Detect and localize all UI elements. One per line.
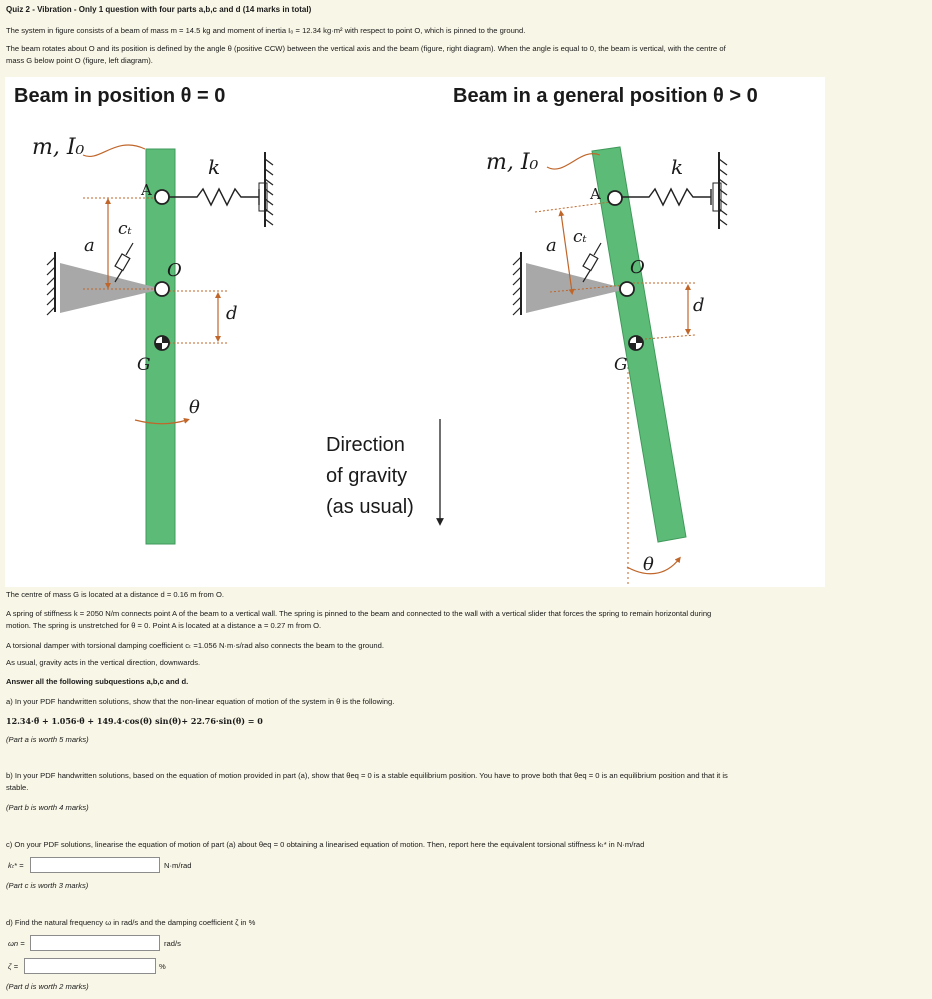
question-d-text: d) Find the natural frequency ω in rad/s and the damping coefficient ζ in % [6, 918, 256, 927]
right-damper [583, 243, 601, 282]
damper-text: A torsional damper with torsional damping coefficient cₜ =1.056 N·m·s/rad also connects the beam to the ground. [6, 641, 384, 650]
left-point-o [155, 282, 169, 296]
question-c-text: c) On your PDF solutions, linearise the equation of motion of part (a) about θeq = 0 obtaining a linearised equation of motion. Then, report here the equivalent torsional stiffness kₜ* in N·m/rad [6, 840, 645, 849]
right-point-o [620, 282, 634, 296]
right-o-label: O [630, 257, 645, 278]
left-damper [115, 243, 133, 282]
right-damper-label: cₜ [573, 227, 587, 247]
left-diagram [47, 145, 273, 544]
right-dist-a-label: a [546, 235, 557, 256]
left-o-label: O [167, 260, 182, 281]
kt-answer-input[interactable] [30, 857, 160, 873]
left-point-a [155, 190, 169, 204]
centre-of-mass-text: The centre of mass G is located at a distance d = 0.16 m from O. [6, 590, 224, 599]
left-d-label: d [226, 303, 238, 324]
right-spring [622, 189, 711, 205]
gravity-line-3: (as usual) [326, 496, 414, 518]
question-b-text: b) In your PDF handwritten solutions, based on the equation of motion provided in part (a), show that θeq = 0 is a stable equilibrium position. You have to prove both that θeq = 0 is an equilibrium position and that it is [6, 771, 728, 780]
right-mass-label: m, I₀ [486, 150, 539, 175]
spring-text: A spring of stiffness k = 2050 N/m connects point A of the beam to a vertical wall. The spring is pinned to the beam and connected to the wall with a vertical slider that forces the spring to remain horizontal during [6, 609, 712, 618]
right-theta-label: θ [643, 554, 654, 575]
question-a-text: a) In your PDF handwritten solutions, show that the non-linear equation of motion of the system in θ is the following. [6, 697, 395, 706]
intro-line-2: The beam rotates about O and its position is defined by the angle θ (positive CCW) between the vertical axis and the beam (figure, right diagram). When the angle is equal to 0, the beam is vertical, with the centre of [6, 44, 726, 53]
right-diagram-title: Beam in a general position θ > 0 [453, 85, 758, 107]
left-spring [167, 189, 259, 205]
right-point-a [608, 191, 622, 205]
beam-diagram [5, 77, 825, 587]
part-d-marks: (Part d is worth 2 marks) [6, 982, 89, 991]
gravity-label [326, 430, 414, 523]
beam-figure [5, 77, 825, 587]
part-c-marks: (Part c is worth 3 marks) [6, 881, 89, 890]
left-theta-label: θ [189, 397, 200, 418]
left-mass-label: m, I₀ [32, 135, 85, 160]
spring-text-2: motion. The spring is unstretched for θ = 0. Point A is located at a distance a = 0.27 m from O. [6, 621, 322, 630]
right-a-label: A [590, 185, 601, 203]
part-a-marks: (Part a is worth 5 marks) [6, 735, 89, 744]
omega-label: ωn = [8, 939, 25, 948]
left-point-g [155, 336, 169, 350]
omega-answer-input[interactable] [30, 935, 160, 951]
question-b-text-2: stable. [6, 783, 29, 792]
left-diagram-title: Beam in position θ = 0 [14, 85, 226, 107]
left-g-label: G [137, 355, 151, 375]
right-spring-label: k [671, 155, 684, 179]
part-b-marks: (Part b is worth 4 marks) [6, 803, 89, 812]
left-a-label: A [141, 181, 152, 199]
right-d-label: d [693, 295, 705, 316]
quiz-title: Quiz 2 - Vibration - Only 1 question with four parts a,b,c and d (14 marks in total) [6, 5, 312, 14]
zeta-answer-input[interactable] [24, 958, 156, 974]
right-g-label: G [614, 355, 628, 375]
right-point-g [629, 336, 643, 350]
kt-label: kₜ* = [8, 861, 24, 870]
kt-unit: N·m/rad [164, 861, 192, 870]
intro-line-1: The system in figure consists of a beam of mass m = 14.5 kg and moment of inertia I₀ = 12.34 kg·m² with respect to point O, which is pinned to the ground. [6, 26, 526, 35]
left-spring-label: k [208, 155, 221, 179]
gravity-text: As usual, gravity acts in the vertical direction, downwards. [6, 658, 201, 667]
intro-line-3: mass G below point O (figure, left diagram). [6, 56, 153, 65]
answer-instruction: Answer all the following subquestions a,b,c and d. [6, 677, 189, 686]
equation-of-motion: 12.34·θ̈ + 1.056·θ̇ + 149.4·cos(θ) sin(θ)+ 22.76·sin(θ) = 0 [6, 716, 263, 726]
zeta-unit: % [159, 962, 166, 971]
omega-unit: rad/s [164, 939, 181, 948]
left-damper-label: cₜ [118, 219, 132, 239]
left-dist-a-label: a [84, 235, 95, 256]
zeta-label: ζ = [8, 962, 19, 971]
gravity-line-2: of gravity [326, 465, 408, 487]
gravity-line-1: Direction [326, 434, 405, 456]
